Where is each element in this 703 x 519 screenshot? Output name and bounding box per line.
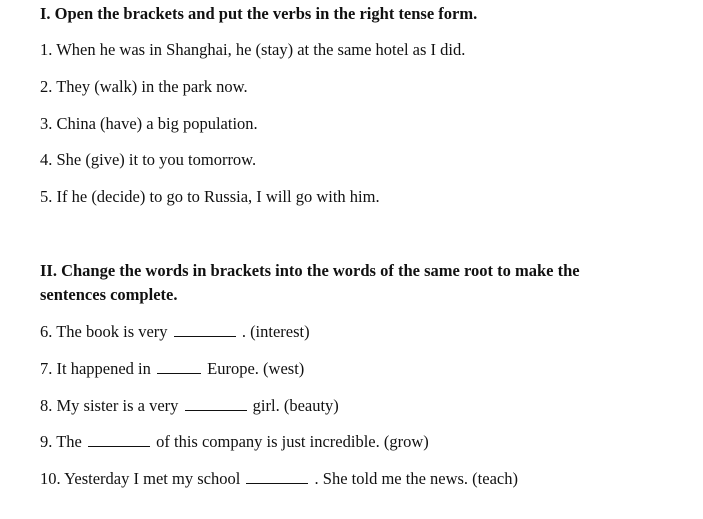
question-9-blank[interactable] (88, 431, 150, 447)
section-1-heading: I. Open the brackets and put the verbs in the right tense form. (40, 4, 478, 23)
question-7-blank[interactable] (157, 358, 201, 374)
question-7-text-before: 7. It happened in (40, 359, 156, 378)
question-4: 4. She (give) it to you tomorrow. (40, 150, 257, 169)
question-2: 2. They (walk) in the park now. (40, 77, 248, 96)
question-7 (40, 358, 304, 379)
question-10-text-before: 10. Yesterday I met my school (40, 469, 245, 488)
question-6-blank[interactable] (174, 321, 236, 337)
question-6-text-after: . (interest) (237, 322, 310, 341)
question-10-blank[interactable] (246, 468, 308, 484)
question-5: 5. If he (decide) to go to Russia, I will go with him. (40, 187, 380, 206)
question-7-text-after: Europe. (west) (203, 359, 305, 378)
question-9 (40, 431, 429, 452)
question-8 (40, 395, 339, 416)
question-1: 1. When he was in Shanghai, he (stay) at the same hotel as I did. (40, 40, 466, 59)
question-3: 3. China (have) a big population. (40, 114, 258, 133)
question-9-text-after: of this company is just incredible. (grow) (151, 432, 429, 451)
question-6 (40, 321, 310, 342)
question-10-text-after: . She told me the news. (teach) (310, 469, 518, 488)
question-8-text-before: 8. My sister is a very (40, 396, 183, 415)
section-2-heading-line-1: II. Change the words in brackets into the words of the same root to make the (40, 261, 580, 280)
section-2-heading-line-2: sentences complete. (40, 285, 178, 304)
question-6-text-before: 6. The book is very (40, 322, 172, 341)
question-8-blank[interactable] (185, 395, 247, 411)
question-10 (40, 468, 518, 489)
question-8-text-after: girl. (beauty) (248, 396, 339, 415)
question-9-text-before: 9. The (40, 432, 86, 451)
